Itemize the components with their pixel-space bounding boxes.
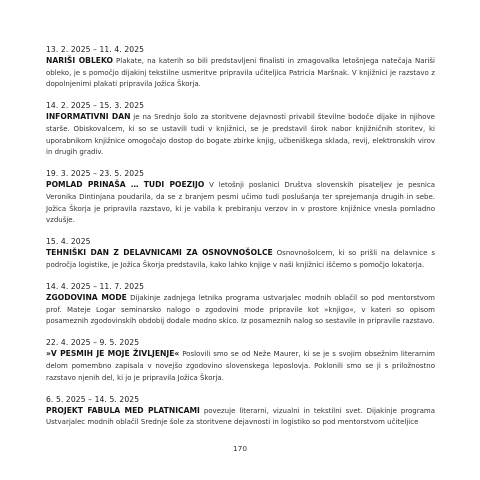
entry-body: V letošnji poslanici Društva slovenskih pisateljev je pesnica Veronika Dintinjana poudarila, da se z branjem pesmi učimo tudi poslušanja ter sprejemanja drugih in sebe. Jožica Škorja je pripravila razstavo, ki je vabila k prebiranju verzov in v prostore knjižnice vnesla pomladno vzdušje.	[46, 181, 435, 225]
entry-projekt-fabula	[46, 394, 435, 429]
entry-date: 13. 2. 2025 – 11. 4. 2025	[46, 45, 145, 54]
entry-v-pesmih	[46, 337, 435, 384]
entry-date: 22. 4. 2025 – 9. 5. 2025	[46, 338, 140, 348]
entry-date: 19. 3. 2025 – 23. 5. 2025	[46, 169, 145, 179]
entry-text	[46, 348, 435, 384]
entry-tehniski-dan	[46, 236, 435, 271]
entry-text	[46, 247, 435, 271]
entry-date: 6. 5. 2025 – 14. 5. 2025	[46, 394, 140, 404]
page-number: 170	[232, 444, 248, 453]
entry-text	[46, 179, 435, 226]
entry-text	[46, 292, 435, 328]
entry-title: ZGODOVINA MODE	[46, 293, 127, 303]
entry-text	[46, 111, 435, 158]
entry-body: Plakate, na katerih so bili predstavljeni finalisti in zmagovalka letošnjega natečaja Nariši obleko, je s pomočjo dijakinj tekstilne usmeritve pripravila učiteljica Patricia Maršnak. V knjižnici je razstavo z dopolnjenimi plakati pripravila Jožica Škorja.	[46, 57, 435, 89]
entry-pomlad-prinasa	[46, 168, 435, 226]
entry-date: 14. 2. 2025 – 15. 3. 2025	[46, 101, 145, 111]
entry-body: Osnovnošolcem, ki so prišli na delavnice s področja logistike, je Jožica Škorja predstavila, kako lahko knjige v naši knjižnici iščemo s pomočjo lokatorja.	[46, 249, 435, 269]
entry-title: PROJEKT FABULA MED PLATNICAMI	[46, 405, 200, 415]
entry-date: 14. 4. 2025 – 11. 7. 2025	[46, 282, 145, 292]
entry-title: INFORMATIVNI DAN	[46, 112, 131, 122]
entry-body: Dijakinje zadnjega letnika programa ustvarjalec modnih oblačil so pod mentorstvom prof. Mateje Logar seminarsko nalogo o zgodovini mode pripravile kot »knjigo«, v kateri so opisom posameznih zgodovinskih obdobij dodale modno skico. Iz posameznih nalog so sestavile in pripravile razstavo.	[46, 294, 435, 326]
entry-nariši-obleko	[46, 44, 435, 91]
entry-title: NARIŠI OBLEKO	[46, 56, 113, 65]
entry-informativni-dan	[46, 100, 435, 158]
entry-zgodovina-mode	[46, 281, 435, 328]
entry-title: POMLAD PRINAŠA … TUDI POEZIJO	[46, 180, 205, 190]
entry-date: 15. 4. 2025	[46, 237, 91, 247]
entry-title: TEHNIŠKI DAN Z DELAVNICAMI ZA OSNOVNOŠOLCE	[46, 248, 273, 258]
entry-body: povezuje literarni, vizualni in tekstilni svet. Dijakinje programa Ustvarjalec modnih oblačil Srednje šole za storitvene dejavnosti in logistiko so pod mentorstvom učiteljice	[46, 406, 436, 427]
entry-title: »V PESMIH JE MOJE ŽIVLJENJE«	[46, 349, 180, 359]
entry-body: Poslovili smo se od Neže Maurer, ki se je s svojim obsežnim literarnim delom pomembno zapisala v novejšo zgodovino slovenskega leposlovja. Poklonili smo se ji s priložnostno razstavo njenih del, ki jo je pripravila Jožica Škorja.	[46, 350, 435, 382]
entry-text	[46, 55, 435, 91]
entry-body: je na Srednjo šolo za storitvene dejavnosti privabil številne bodoče dijake in njihove starše. Obiskovalcem, ki so se ustavili tudi v knjižnici, se je predstavil širok nabor knjižničnih storitev, ki uporabnikom knjižnice omogočajo dostop do bogate zbirke knjig, učbeniškega sklada, revij, elektronskih virov in drugih gradiv.	[46, 113, 435, 157]
entry-text	[46, 405, 435, 429]
